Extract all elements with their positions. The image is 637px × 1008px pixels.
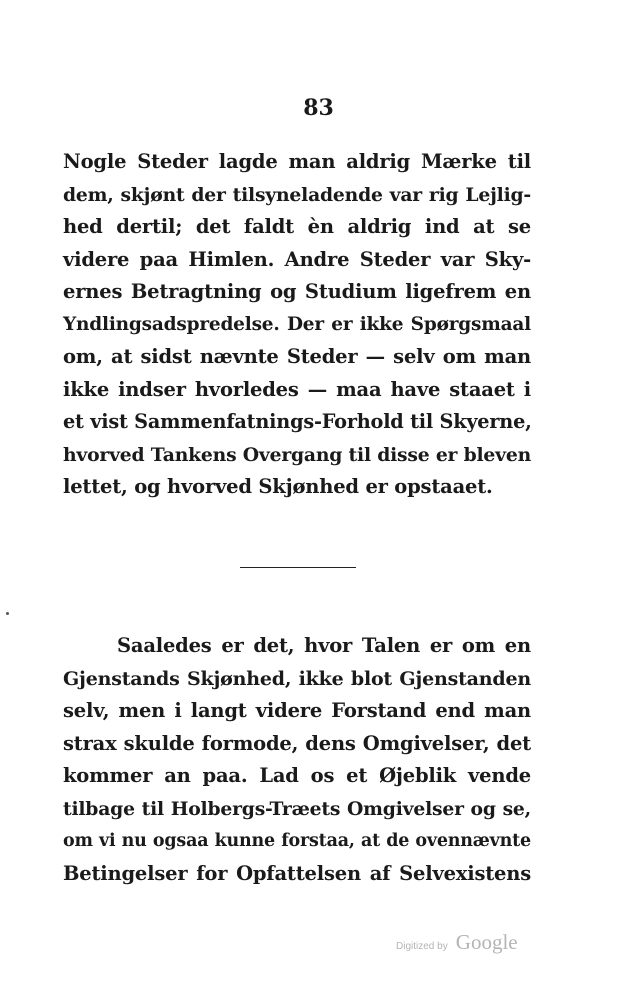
text-line: strax skulde formode, dens Omgivelser, det xyxy=(63,731,531,755)
section-divider xyxy=(240,567,356,568)
text-line: dem, skjønt der tilsyneladende var rig Lejlig- xyxy=(63,183,531,206)
scan-speck xyxy=(6,612,9,615)
google-logo: Google xyxy=(455,930,518,954)
digitized-watermark xyxy=(396,930,518,955)
page-number: 83 xyxy=(303,95,334,121)
text-line: et vist Sammenfatnings-Forhold til Skyerne, xyxy=(63,410,532,433)
text-line: Nogle Steder lagde man aldrig Mærke til xyxy=(63,150,531,173)
text-line: Saaledes er det, hvor Talen er om en xyxy=(117,634,531,657)
text-line: tilbage til Holbergs-Træets Omgivelser og se, xyxy=(63,797,531,820)
text-line: ernes Betragtning og Studium ligefrem en xyxy=(63,280,531,303)
paragraph-2 xyxy=(63,630,531,890)
text-line: om vi nu ogsaa kunne forstaa, at de ovennævnte xyxy=(63,831,531,851)
watermark-prefix: Digitized by xyxy=(396,941,448,952)
text-line: Yndlingsadspredelse. Der er ikke Spørgsmaal xyxy=(63,313,531,335)
text-line: kommer an paa. Lad os et Øjeblik vende xyxy=(63,764,531,787)
text-line: Betingelser for Opfattelsen af Selvexistens xyxy=(63,861,531,885)
text-line: hvorved Tankens Overgang til disse er bleven xyxy=(63,443,531,466)
text-line: selv, men i langt videre Forstand end man xyxy=(63,699,531,722)
paragraph-1 xyxy=(63,146,531,504)
text-line: ikke indser hvorledes — maa have staaet i xyxy=(63,377,531,401)
text-line: videre paa Himlen. Andre Steder var Sky- xyxy=(63,247,531,271)
text-line: om, at sidst nævnte Steder — selv om man xyxy=(63,345,531,368)
text-line: Gjenstands Skjønhed, ikke blot Gjenstanden xyxy=(63,667,531,690)
text-line: lettet, og hvorved Skjønhed er opstaaet. xyxy=(63,475,493,498)
text-line: hed dertil; det faldt èn aldrig ind at se xyxy=(63,215,531,238)
